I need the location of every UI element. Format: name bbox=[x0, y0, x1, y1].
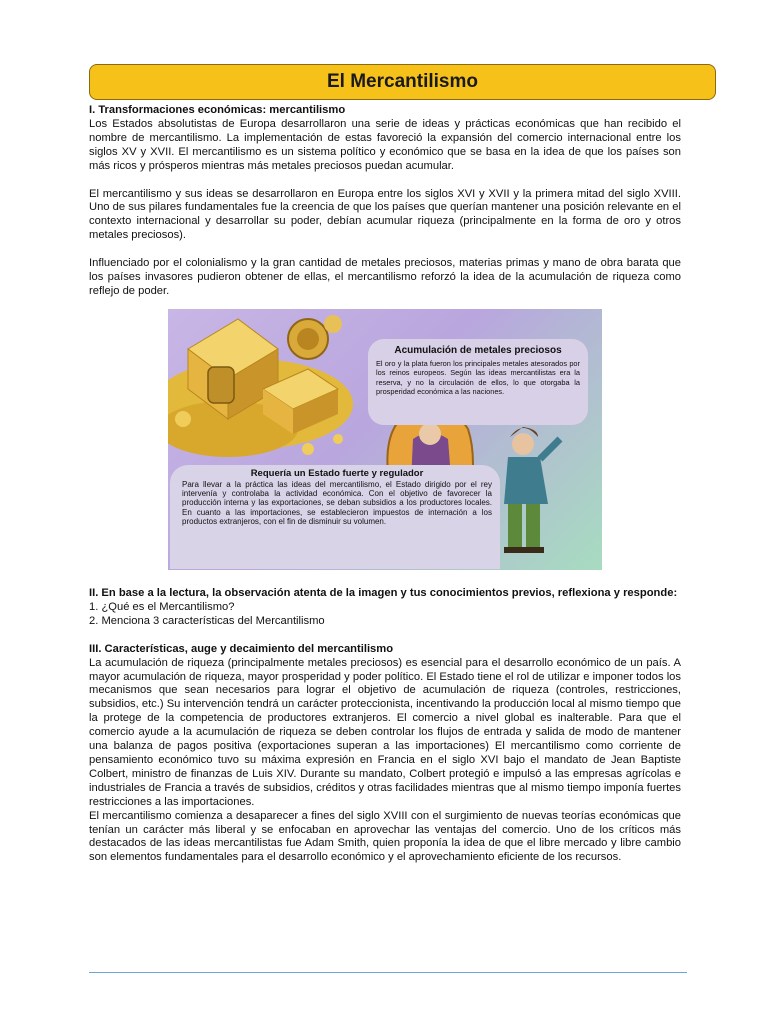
precious-metals-text: El oro y la plata fueron los principales metales atesorados por los reinos europeos. Según las ideas mercantilistas era la reserva, y no la circulación de ellos, lo que otorgaba la prosperidad económica a las naciones. bbox=[376, 359, 580, 397]
strong-state-title: Requería un Estado fuerte y regulador bbox=[250, 468, 424, 479]
document-body bbox=[89, 104, 681, 299]
section1-paragraph-2: El mercantilismo y sus ideas se desarrollaron en Europa entre los siglos XVI y XVII y la primera mitad del siglo XVIII. Uno de sus pilares fundamentales fue la creencia de que los países que querían mantener una posición relevante en el contexto internacional y desarrollar su poder, debían acumular riqueza (principalmente en la forma de oro y otros metales preciosos). bbox=[89, 187, 681, 242]
section3-paragraph-1: La acumulación de riqueza (principalmente metales preciosos) es esencial para el desarrollo económico de un país. A mayor acumulación de riqueza, mayor prosperidad y poder político. El Estado tiene el rol de utilizar e imponer todos los mecanismos que sean necesarios para lograr el objetivo de acumulación de riqueza (controles, restricciones, subsidios, etc.) Su intervención tendrá un carácter proteccionista, incentivando la producción local al mismo tiempo que la protege de la competencia de productores extranjeros. El comercio a nivel global es inalterable. Para que el comercio ayude a la acumulación de riqueza se deben controlar los flujos de entrada y salida de modo de mantener una balanza de pagos positiva (exportaciones superan a las importaciones) El mercantilismo como corriente de pensamiento económico tuvo su máxima expresión en Francia en el siglo XVI bajo el mandato de Jean Baptiste Colbert, ministro de finanzas de Luis XIV. Durante su mandato, Colbert protegió e impulsó a las empresas agrícolas e industriales de Francia a través de subsidios, créditos y otras facilidades mientras que al mismo tiempo imponía fuertes restricciones a las importaciones. bbox=[89, 656, 682, 808]
section1-heading: I. Transformaciones económicas: mercantilismo bbox=[89, 104, 346, 116]
page-title: El Mercantilismo bbox=[327, 71, 478, 92]
section3-paragraph-2: El mercantilismo comienza a desaparecer a fines del siglo XVIII con el surgimiento de nuevas teorías económicas que tenían un carácter más liberal y se enfocaban en aprovechar las ventajas del comercio. Uno de los críticos más destacados de las ideas mercantilistas fue Adam Smith, quien proponía la idea de que el libre mercado y libre cambio son elementos fundamentales para el desarrollo económico y el aprovechamiento eficiente de los recursos. bbox=[89, 809, 681, 864]
question-1: 1. ¿Qué es el Mercantilismo? bbox=[89, 600, 235, 613]
strong-state-note bbox=[170, 465, 500, 569]
gold-treasure-icon bbox=[168, 315, 353, 457]
question-2: 2. Menciona 3 características del Mercantilismo bbox=[89, 614, 325, 627]
strong-state-text: Para llevar a la práctica las ideas del mercantilismo, el Estado dirigido por el rey intervenía y controlaba la actividad económica. Con el objetivo de favorecer la producción interna y las exportaciones, se deban subsidios a los productores locales. En cuanto a las importaciones, se establecieron impuestos de internación a los productos extranjeros, con el fin de disminuir su volumen. bbox=[182, 480, 492, 526]
title-banner bbox=[89, 64, 716, 100]
section3-heading: III. Características, auge y decaimiento del mercantilismo bbox=[89, 642, 394, 655]
section1-paragraph-3: Influenciado por el colonialismo y la gran cantidad de metales preciosos, materias primas y mano de obra barata que los países invasores pudieron obtener de ellas, el mercantilismo reforzó la idea de la acumulación de riqueza como reflejo de poder. bbox=[89, 257, 681, 297]
illustration-mercantilism bbox=[168, 309, 602, 570]
footer-divider bbox=[89, 972, 687, 973]
section2-heading: II. En base a la lectura, la observación atenta de la imagen y tus conocimientos previos, reflexiona y responde: bbox=[89, 587, 678, 599]
precious-metals-note bbox=[368, 339, 588, 425]
section1-paragraph-1: Los Estados absolutistas de Europa desarrollaron una serie de ideas y prácticas económicas que han recibido el nombre de mercantilismo. La implementación de estas favoreció la expansión del comercio internacional entre los siglos XV y XVII. El mercantilismo es un sistema político y económico que se basa en la idea de que los países son más ricos y prósperos mientras más metales preciosos puedan acumular. bbox=[89, 117, 681, 172]
minister-figure-icon bbox=[504, 427, 560, 553]
document-body-lower bbox=[89, 587, 681, 865]
precious-metals-title: Acumulación de metales preciosos bbox=[394, 345, 562, 356]
